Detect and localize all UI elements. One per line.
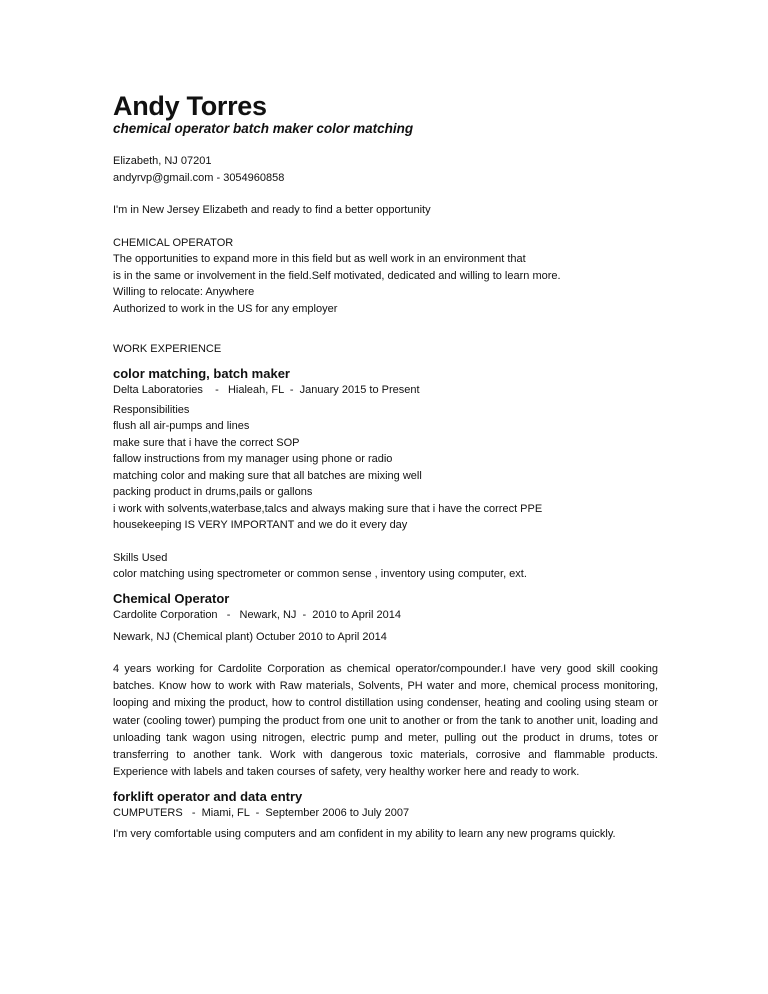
job-description: 4 years working for Cardolite Corporation as chemical operator/compounder.I have very good skill cooking batches. Know how to work with Raw materials, Solvents, PH water and more, chemical process monitoring, looping and mixing the product, how to control distillation using condenser, heating and cooling using steam or water (cooling tower) pumping the product from one unit to another or from the tank to another unit, loading and unloading tank wagon using nitrogen, electric pump and meter, pulling out the product in drums, totes or transferring to another tank. Work with dangerous toxic materials, corrosive and flammable products. Experience with labels and taken courses of safety, very healthy worker here and ready to work. [113,663,658,779]
job-line: flush all air-pumps and lines [113,420,250,432]
job-line: housekeeping IS VERY IMPORTANT and we do it every day [113,519,408,531]
job-title: Chemical Operator [113,590,230,606]
resume-page [113,92,658,843]
work-experience-heading: WORK EXPERIENCE [113,343,222,355]
summary-line: The opportunities to expand more in this field but as well work in an environment that [113,253,526,265]
job-meta: CUMPUTERS - Miami, FL - September 2006 to July 2007 [113,807,410,820]
job-line: i work with solvents,waterbase,talcs and always making sure that i have the correct PPE [113,502,543,515]
job-line: matching color and making sure that all batches are mixing well [113,469,422,482]
job-entry [113,789,658,843]
summary-line: is in the same or involvement in the field.Self motivated, dedicated and willing to learn more. [113,269,561,282]
skills-text: color matching using spectrometer or common sense , inventory using computer, ext. [113,568,527,580]
job-meta: Delta Laboratories - Hialeah, FL - January 2015 to Present [113,383,420,396]
skills-heading: Skills Used [113,551,168,564]
job-line: packing product in drums,pails or gallons [113,486,313,498]
candidate-contact: andyrvp@gmail.com - 3054960858 [113,171,285,184]
candidate-location: Elizabeth, NJ 07201 [113,155,212,167]
job-line: fallow instructions from my manager using phone or radio [113,453,393,465]
job-entry [113,591,658,782]
job-line: make sure that i have the correct SOP [113,436,300,449]
job-description: I'm very comfortable using computers and am confident in my ability to learn any new programs quickly. [113,828,616,841]
candidate-headline: chemical operator batch maker color matching [113,121,414,136]
job-meta: Cardolite Corporation - Newark, NJ - 2010 to April 2014 [113,608,401,621]
summary-heading: CHEMICAL OPERATOR [113,236,234,249]
summary-line: Willing to relocate: Anywhere [113,286,255,298]
job-location-line: Newark, NJ (Chemical plant) Octuber 2010 to April 2014 [113,630,387,643]
intro-statement: I'm in New Jersey Elizabeth and ready to find a better opportunity [113,204,431,216]
job-entry [113,366,658,583]
summary-line: Authorized to work in the US for any employer [113,302,338,315]
job-title: color matching, batch maker [113,365,290,381]
candidate-name: Andy Torres [113,91,267,121]
job-title: forklift operator and data entry [113,789,303,805]
job-line: Responsibilities [113,403,190,416]
